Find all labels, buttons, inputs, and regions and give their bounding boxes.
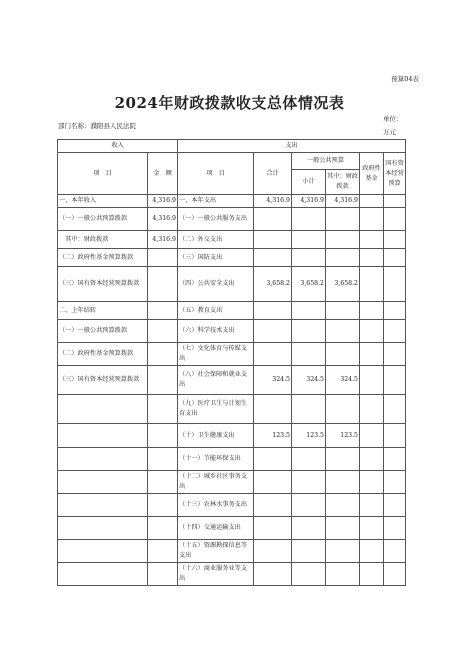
total-cell [254, 494, 292, 517]
income-amount-header: 金 额 [148, 153, 178, 195]
gov-fund-cell [360, 395, 384, 424]
income-amount-cell [148, 302, 178, 320]
fiscal-header: 其中：财政拨款 [326, 170, 360, 195]
state-capital-cell [384, 448, 406, 471]
total-cell [254, 320, 292, 343]
income-item-cell: 二、上年结转 [58, 302, 148, 320]
fiscal-cell: 4,316.9 [326, 195, 360, 208]
income-amount-cell [148, 320, 178, 343]
fiscal-cell [326, 540, 360, 563]
state-capital-cell [384, 208, 406, 231]
table-row [58, 517, 406, 540]
subtotal-cell [292, 208, 326, 231]
income-amount-cell [148, 366, 178, 395]
table-row [58, 471, 406, 494]
fiscal-cell [326, 231, 360, 249]
total-cell [254, 448, 292, 471]
fiscal-cell [326, 302, 360, 320]
state-capital-cell [384, 395, 406, 424]
fiscal-cell [326, 343, 360, 366]
income-amount-cell: 4,316.9 [148, 195, 178, 208]
income-item-cell [58, 424, 148, 448]
state-capital-cell [384, 249, 406, 267]
total-cell [254, 563, 292, 586]
subtotal-cell [292, 395, 326, 424]
income-item-cell: （三）国有资本经营预算拨款 [58, 366, 148, 395]
fiscal-cell: 123.5 [326, 424, 360, 448]
table-row [58, 208, 406, 231]
expense-item-cell: （三）国防支出 [178, 249, 254, 267]
expense-header: 支出 [178, 140, 406, 153]
income-item-cell [58, 448, 148, 471]
income-amount-cell: 4,316.9 [148, 231, 178, 249]
state-capital-cell [384, 267, 406, 302]
total-cell [254, 208, 292, 231]
fiscal-cell [326, 448, 360, 471]
income-item-cell [58, 471, 148, 494]
table-row [58, 540, 406, 563]
total-header: 合计 [254, 153, 292, 195]
subtotal-cell [292, 249, 326, 267]
income-amount-cell [148, 395, 178, 424]
state-capital-cell [384, 231, 406, 249]
gov-fund-cell [360, 540, 384, 563]
expense-item-cell: （十一）节能环保支出 [178, 448, 254, 471]
income-header: 收入 [58, 140, 178, 153]
gov-fund-cell [360, 302, 384, 320]
state-capital-cell [384, 366, 406, 395]
total-cell [254, 302, 292, 320]
table-row [58, 366, 406, 395]
state-capital-cell [384, 494, 406, 517]
subtotal-cell [292, 302, 326, 320]
expense-item-cell: （十六）商业服务业等支出 [178, 563, 254, 586]
total-cell [254, 231, 292, 249]
income-amount-cell [148, 267, 178, 302]
income-amount-cell [148, 424, 178, 448]
income-amount-cell: 4,316.9 [148, 208, 178, 231]
expense-item-cell: （一）一般公共服务支出 [178, 208, 254, 231]
fiscal-cell [326, 208, 360, 231]
total-cell [254, 249, 292, 267]
income-item-cell [58, 563, 148, 586]
expense-item-cell: （十五）资源勘探信息等支出 [178, 540, 254, 563]
subtotal-cell [292, 540, 326, 563]
table-row [58, 249, 406, 267]
subtotal-cell [292, 231, 326, 249]
subtotal-header: 小计 [292, 170, 326, 195]
subtotal-cell [292, 517, 326, 540]
income-item-cell [58, 540, 148, 563]
state-capital-cell [384, 320, 406, 343]
expense-item-cell: （十四）交通运输支出 [178, 517, 254, 540]
fiscal-cell [326, 395, 360, 424]
income-amount-cell [148, 448, 178, 471]
income-amount-cell [148, 517, 178, 540]
expense-item-cell: （八）社会保障和就业支出 [178, 366, 254, 395]
gov-fund-cell [360, 448, 384, 471]
state-capital-cell [384, 540, 406, 563]
table-row [58, 195, 406, 208]
table-row [58, 395, 406, 424]
subtotal-cell [292, 343, 326, 366]
subtotal-cell [292, 494, 326, 517]
income-item-cell: （一）一般公共预算拨款 [58, 208, 148, 231]
expense-item-cell: （十二）城乡社区事务支出 [178, 471, 254, 494]
total-cell: 4,316.9 [254, 195, 292, 208]
gov-fund-cell [360, 494, 384, 517]
state-capital-cell [384, 302, 406, 320]
expense-item-header: 项 目 [178, 153, 254, 195]
state-capital-cell [384, 424, 406, 448]
gov-fund-cell [360, 249, 384, 267]
subtotal-cell [292, 563, 326, 586]
total-cell [254, 540, 292, 563]
subtotal-cell [292, 320, 326, 343]
income-item-cell: （三）国有资本经营预算拨款 [58, 267, 148, 302]
table-row [58, 302, 406, 320]
income-amount-cell [148, 494, 178, 517]
income-amount-cell [148, 343, 178, 366]
general-budget-header: 一般公共预算 [292, 153, 360, 170]
fiscal-cell [326, 494, 360, 517]
state-capital-cell [384, 563, 406, 586]
expense-item-cell: 一、本年支出 [178, 195, 254, 208]
page-title: 2024年财政拨款收支总体情况表 [114, 94, 345, 112]
income-amount-cell [148, 563, 178, 586]
state-capital-cell [384, 517, 406, 540]
table-row [58, 494, 406, 517]
table-row [58, 320, 406, 343]
table-row [58, 424, 406, 448]
table-row [58, 563, 406, 586]
expense-item-cell: （十三）农林水事务支出 [178, 494, 254, 517]
state-capital-cell [384, 471, 406, 494]
expense-item-cell: （二）外交支出 [178, 231, 254, 249]
income-amount-cell [148, 249, 178, 267]
fiscal-cell: 3,658.2 [326, 267, 360, 302]
budget-table [57, 139, 406, 586]
total-cell: 3,658.2 [254, 267, 292, 302]
gov-fund-cell [360, 267, 384, 302]
subtotal-cell [292, 471, 326, 494]
fiscal-cell [326, 320, 360, 343]
subtotal-cell: 324.5 [292, 366, 326, 395]
expense-item-cell: （九）医疗卫生与计划生育支出 [178, 395, 254, 424]
total-cell [254, 517, 292, 540]
income-amount-cell [148, 540, 178, 563]
fiscal-cell [326, 471, 360, 494]
income-item-cell: 一、本年收入 [58, 195, 148, 208]
expense-item-cell: （七）文化体育与传媒支出 [178, 343, 254, 366]
gov-fund-cell [360, 320, 384, 343]
gov-fund-cell [360, 563, 384, 586]
income-item-cell: （二）政府性基金预算拨款 [58, 249, 148, 267]
gov-fund-header: 政府性基金 [360, 153, 384, 195]
state-capital-header: 国有资本经营预算 [384, 153, 406, 195]
total-cell [254, 343, 292, 366]
unit-label: 单位：万元 [383, 115, 403, 136]
income-item-cell [58, 494, 148, 517]
form-number: 预算04表 [391, 75, 419, 83]
department-name: 部门名称：濮阳县人民法院 [58, 122, 136, 130]
income-item-cell: （一）一般公共预算拨款 [58, 320, 148, 343]
gov-fund-cell [360, 231, 384, 249]
fiscal-cell [326, 249, 360, 267]
subtotal-cell: 3,658.2 [292, 267, 326, 302]
gov-fund-cell [360, 208, 384, 231]
total-cell: 123.5 [254, 424, 292, 448]
subtotal-cell [292, 448, 326, 471]
gov-fund-cell [360, 471, 384, 494]
income-amount-cell [148, 471, 178, 494]
gov-fund-cell [360, 517, 384, 540]
total-cell [254, 471, 292, 494]
state-capital-cell [384, 343, 406, 366]
table-row [58, 231, 406, 249]
gov-fund-cell [360, 424, 384, 448]
expense-item-cell: （四）公共安全支出 [178, 267, 254, 302]
income-item-cell [58, 395, 148, 424]
fiscal-cell [326, 563, 360, 586]
total-cell [254, 395, 292, 424]
income-item-header: 项 目 [58, 153, 148, 195]
expense-item-cell: （五）教育支出 [178, 302, 254, 320]
table-row [58, 448, 406, 471]
income-item-cell: 其中：财政拨款 [58, 231, 148, 249]
expense-item-cell: （六）科学技术支出 [178, 320, 254, 343]
gov-fund-cell [360, 366, 384, 395]
fiscal-cell: 324.5 [326, 366, 360, 395]
income-item-cell [58, 517, 148, 540]
fiscal-cell [326, 517, 360, 540]
income-item-cell: （二）政府性基金预算拨款 [58, 343, 148, 366]
table-row [58, 343, 406, 366]
gov-fund-cell [360, 343, 384, 366]
subtotal-cell: 123.5 [292, 424, 326, 448]
subtotal-cell: 4,316.9 [292, 195, 326, 208]
expense-item-cell: （十）卫生健康支出 [178, 424, 254, 448]
state-capital-cell [384, 195, 406, 208]
total-cell: 324.5 [254, 366, 292, 395]
gov-fund-cell [360, 195, 384, 208]
table-row [58, 267, 406, 302]
